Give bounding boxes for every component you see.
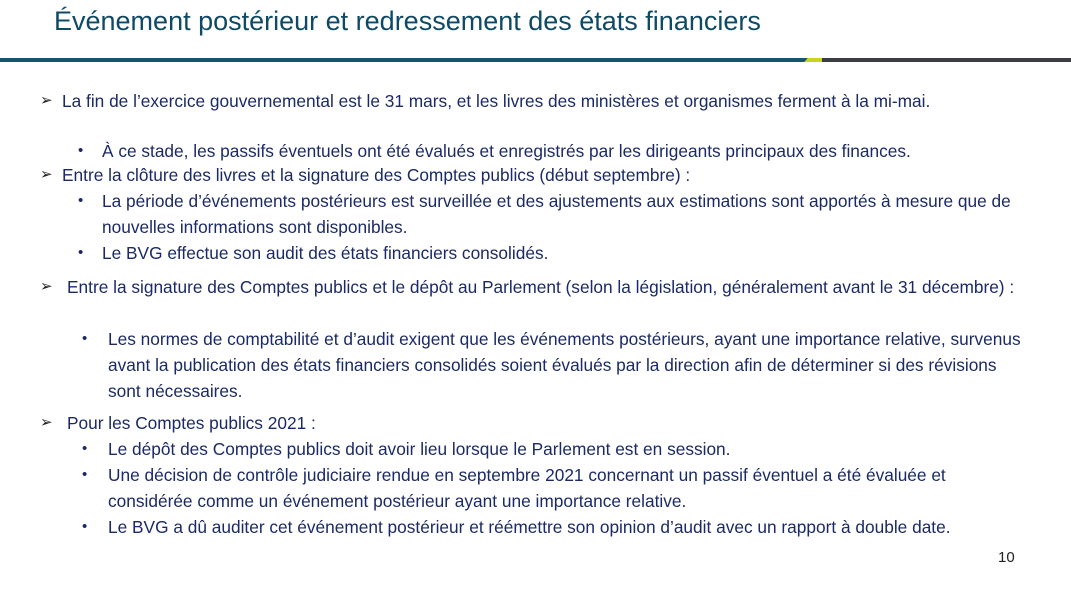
round-bullet-icon: • <box>78 244 84 261</box>
sub-bullet-text: Le dépôt des Comptes publics doit avoir lieu lorsque le Parlement est en session. <box>108 439 731 459</box>
bullet-item <box>40 88 1030 114</box>
sub-bullet-item <box>82 514 1042 540</box>
round-bullet-icon: • <box>78 192 84 209</box>
sub-bullet-item <box>78 240 1038 266</box>
bullet-text: La fin de l’exercice gouvernemental est le 31 mars, et les livres des ministères et organismes ferment à la mi-mai. <box>62 91 931 111</box>
title-rule <box>0 58 810 62</box>
round-bullet-icon: • <box>82 440 88 457</box>
bullet-item <box>40 274 1020 300</box>
sub-bullet-item <box>82 462 1012 514</box>
sub-bullet-item <box>78 138 1038 164</box>
bullet-item <box>40 410 1030 436</box>
sub-bullet-text: La période d’événements postérieurs est surveillée et des ajustements aux estimations sont apportés à mesure que de nouvelles informations sont disponibles. <box>102 191 1011 237</box>
arrow-bullet-icon: ➢ <box>40 166 53 183</box>
sub-bullet-text: Les normes de comptabilité et d’audit exigent que les événements postérieurs, ayant une importance relative, survenus avant la publication des états financiers consolidés soient évalués par la direction afin de déterminer si des révisions sont nécessaires. <box>108 329 1021 401</box>
sub-bullet-text: À ce stade, les passifs éventuels ont été évalués et enregistrés par les dirigeants principaux des finances. <box>102 141 911 161</box>
arrow-bullet-icon: ➢ <box>40 414 53 431</box>
sub-bullet-text: Une décision de contrôle judiciaire rendue en septembre 2021 concernant un passif éventuel a été évaluée et considérée comme un événement postérieur ayant une importance relative. <box>108 465 946 511</box>
round-bullet-icon: • <box>82 518 88 535</box>
bullet-text: Entre la clôture des livres et la signature des Comptes publics (début septembre) : <box>62 165 691 185</box>
sub-bullet-item <box>82 436 1042 462</box>
sub-bullet-item <box>82 326 1027 404</box>
title-rule-dark <box>822 58 1071 62</box>
sub-bullet-text: Le BVG a dû auditer cet événement postérieur et réémettre son opinion d’audit avec un rapport à double date. <box>108 517 951 537</box>
sub-bullet-item <box>78 188 1013 240</box>
arrow-bullet-icon: ➢ <box>40 92 53 109</box>
bullet-item <box>40 162 1030 188</box>
sub-bullet-text: Le BVG effectue son audit des états financiers consolidés. <box>102 243 549 263</box>
page-number: 10 <box>998 549 1015 566</box>
round-bullet-icon: • <box>82 330 88 347</box>
round-bullet-icon: • <box>78 142 84 159</box>
round-bullet-icon: • <box>82 466 88 483</box>
bullet-text: Entre la signature des Comptes publics et le dépôt au Parlement (selon la législation, généralement avant le 31 décembre) : <box>67 277 1015 297</box>
slide-title: Événement postérieur et redressement des états financiers <box>54 6 761 36</box>
bullet-text: Pour les Comptes publics 2021 : <box>67 413 316 433</box>
arrow-bullet-icon: ➢ <box>40 278 53 295</box>
